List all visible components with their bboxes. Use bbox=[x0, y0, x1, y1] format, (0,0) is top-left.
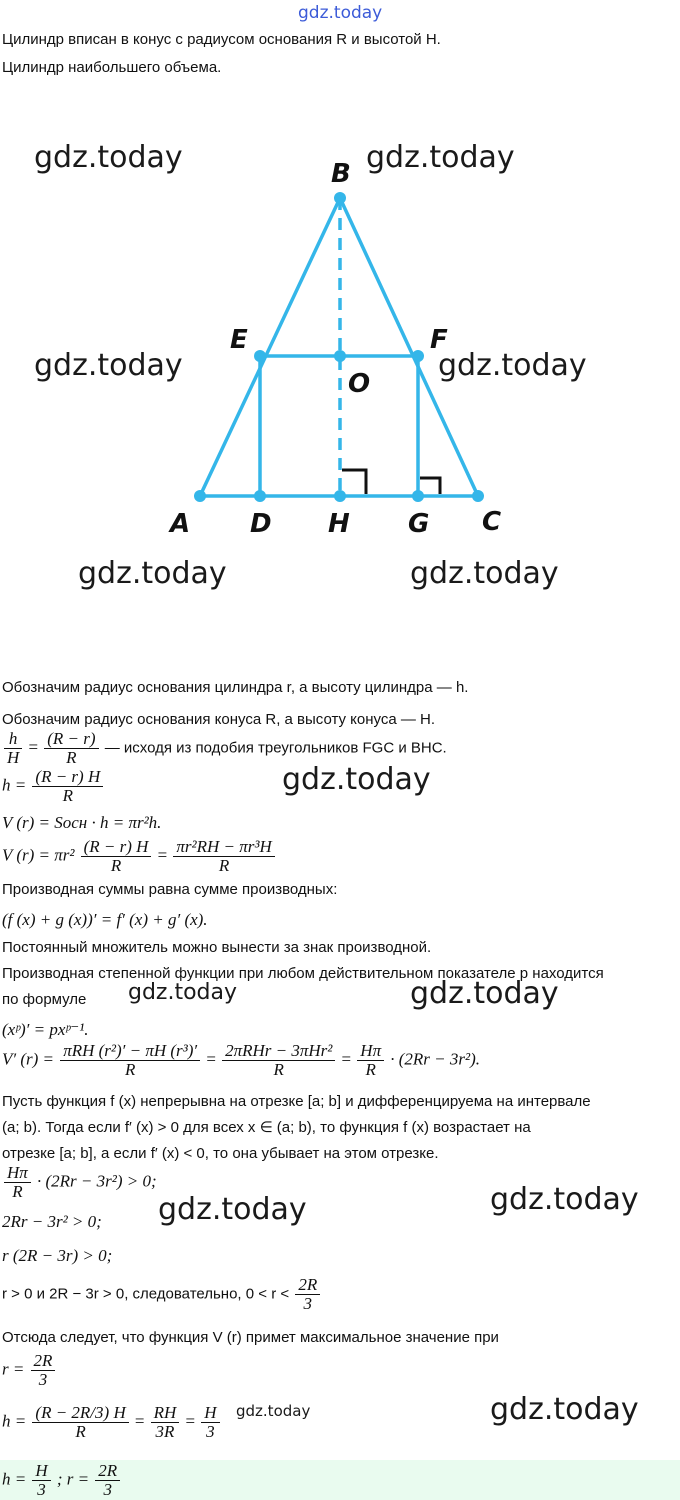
fraction-numerator: 2πRHr − 3πHr² bbox=[222, 1042, 335, 1061]
fraction-denominator: 3 bbox=[103, 1480, 112, 1499]
solution-line: Производная степенной функции при любом действительном показателе p находится bbox=[2, 965, 604, 982]
label-e: E bbox=[230, 325, 248, 355]
answer-separator: ; r = bbox=[56, 1469, 90, 1489]
inequality-text: r > 0 и 2R − 3r > 0, следовательно, 0 < r < bbox=[2, 1285, 290, 1303]
watermark: gdz.today bbox=[158, 1192, 307, 1227]
label-a: A bbox=[170, 509, 191, 539]
watermark: gdz.today bbox=[410, 556, 559, 591]
fraction-numerator: H bbox=[32, 1462, 50, 1481]
fraction-numerator: (R − 2R/3) H bbox=[32, 1404, 128, 1423]
derivative-equation: V′ (r) = $\frac{\text{πRH (r²)′ − πH (r³)′}}{R}$ = $\frac{\text{2πRHr − 3πHr²}}{R}$ = $\frac{H\pi}{R}$ · (2Rr − 3r²). bbox=[2, 1041, 481, 1079]
fraction-numerator: πr²RH − πr³H bbox=[173, 838, 274, 857]
fraction-denominator: R bbox=[62, 786, 74, 805]
fraction-numerator: πRH (r²)′ − πH (r³)′ bbox=[60, 1042, 200, 1061]
r-value bbox=[2, 1352, 57, 1389]
solution-line: Постоянный множитель можно вынести за знак производной. bbox=[2, 939, 432, 956]
watermark: gdz.today bbox=[78, 556, 227, 591]
point-h bbox=[334, 490, 346, 502]
fraction-denominator: R bbox=[110, 856, 122, 875]
label-h: H bbox=[328, 509, 350, 539]
equation-lhs: V (r) = πr² bbox=[2, 845, 75, 865]
label-f: F bbox=[430, 325, 448, 355]
solution-line: Отсюда следует, что функция V (r) примет максимальное значение при bbox=[2, 1329, 499, 1346]
watermark: gdz.today bbox=[490, 1392, 639, 1427]
fraction-numerator: RH bbox=[151, 1404, 180, 1423]
similarity-text: — исходя из подобия треугольников FGC и BHC. bbox=[104, 739, 447, 757]
problem-statement-line-2: Цилиндр наибольшего объема. bbox=[2, 59, 222, 76]
edge-bc bbox=[340, 198, 478, 496]
equation-lhs: V′ (r) = bbox=[2, 1049, 55, 1069]
fraction-numerator: (R − r) H bbox=[81, 838, 152, 857]
fraction-denominator: R bbox=[365, 1060, 376, 1079]
point-d bbox=[254, 490, 266, 502]
h-formula bbox=[2, 768, 105, 805]
equation-lhs: h = bbox=[2, 1469, 27, 1489]
equals-sign: = bbox=[157, 845, 168, 865]
watermark: gdz.today bbox=[34, 140, 183, 175]
solution-line: Обозначим радиус основания цилиндра r, а высоту цилиндра — h. bbox=[2, 679, 469, 696]
fraction-denominator: 3 bbox=[206, 1422, 215, 1441]
fraction-denominator: R bbox=[66, 748, 77, 767]
watermark: gdz.today bbox=[128, 980, 238, 1005]
fraction-numerator: H bbox=[201, 1404, 219, 1423]
fraction-denominator: H bbox=[7, 748, 20, 767]
sum-rule: (f (x) + g (x))′ = f′ (x) + g′ (x). bbox=[2, 910, 208, 929]
fraction-numerator: 2R bbox=[31, 1352, 56, 1371]
solution-line: отрезке [a; b], а если f′ (x) < 0, то она убывает на этом отрезке. bbox=[2, 1145, 439, 1162]
fraction-numerator: 2R bbox=[295, 1276, 320, 1295]
solution-line: Производная суммы равна сумме производных: bbox=[2, 881, 338, 898]
point-b bbox=[334, 192, 346, 204]
fraction-denominator: R bbox=[218, 856, 230, 875]
equation-tail: · (2Rr − 3r²). bbox=[390, 1049, 481, 1069]
inequality-2: 2Rr − 3r² > 0; bbox=[2, 1212, 102, 1231]
fraction-numerator: 2R bbox=[95, 1462, 120, 1481]
solution-line: Пусть функция f (x) непрерывна на отрезке [a; b] и дифференцируема на интервале bbox=[2, 1093, 591, 1110]
problem-statement-line-1: Цилиндр вписан в конус с радиусом основания R и высотой H. bbox=[2, 31, 441, 48]
equation-lhs: h = bbox=[2, 775, 27, 795]
point-g bbox=[412, 490, 424, 502]
final-answer bbox=[2, 1462, 122, 1499]
inequality-1 bbox=[2, 1164, 157, 1201]
equation-tail: · (2Rr − 3r²) > 0; bbox=[36, 1171, 157, 1191]
watermark-top: gdz.today bbox=[298, 3, 383, 23]
power-rule: (xᵖ)′ = pxᵖ⁻¹. bbox=[2, 1020, 89, 1039]
point-o bbox=[334, 350, 346, 362]
fraction-denominator: 3 bbox=[303, 1294, 312, 1313]
fraction-denominator: R bbox=[124, 1060, 136, 1079]
watermark: gdz.today bbox=[438, 348, 587, 383]
equation-lhs: r = bbox=[2, 1359, 25, 1379]
label-g: G bbox=[408, 509, 430, 539]
solution-line: Обозначим радиус основания конуса R, а высоту конуса — H. bbox=[2, 711, 436, 728]
fraction-denominator: 3 bbox=[38, 1370, 48, 1389]
fraction-denominator: 3R bbox=[155, 1422, 175, 1441]
fraction-numerator: Hπ bbox=[4, 1164, 31, 1183]
fraction-denominator: R bbox=[273, 1060, 284, 1079]
fraction-numerator: (R − r) bbox=[44, 730, 98, 749]
fraction-numerator: h bbox=[4, 730, 22, 749]
edge-ab bbox=[200, 198, 340, 496]
fraction-numerator: Hπ bbox=[357, 1042, 384, 1061]
fraction-denominator: 3 bbox=[37, 1480, 46, 1499]
point-c bbox=[472, 490, 484, 502]
watermark: gdz.today bbox=[236, 1402, 311, 1420]
volume-formula: V (r) = Sосн · h = πr²h. bbox=[2, 813, 162, 832]
solution-line: по формуле bbox=[2, 991, 87, 1008]
label-o: O bbox=[348, 369, 371, 399]
watermark: gdz.today bbox=[282, 762, 431, 797]
inequality-4 bbox=[2, 1276, 322, 1313]
watermark: gdz.today bbox=[366, 140, 515, 175]
point-e bbox=[254, 350, 266, 362]
point-f bbox=[412, 350, 424, 362]
right-angle-h bbox=[342, 470, 366, 494]
watermark: gdz.today bbox=[34, 348, 183, 383]
fraction-numerator: (R − r) H bbox=[32, 768, 103, 787]
label-b: B bbox=[331, 159, 351, 189]
similarity-equation: $\frac{h}{H}$ = $\frac{(R - r)}{R}$ — исходя из подобия треугольников FGC и BHC. bbox=[2, 730, 447, 767]
label-c: C bbox=[482, 507, 502, 537]
equation-lhs: h = bbox=[2, 1411, 27, 1431]
volume-expanded bbox=[2, 838, 277, 875]
watermark: gdz.today bbox=[410, 976, 559, 1011]
watermark: gdz.today bbox=[490, 1182, 639, 1217]
fraction-denominator: R bbox=[12, 1182, 23, 1201]
fraction-denominator: R bbox=[75, 1422, 86, 1441]
solution-line: (a; b). Тогда если f′ (x) > 0 для всех x ∈ (a; b), то функция f (x) возрастает на bbox=[2, 1119, 531, 1136]
h-value: h = $\frac{(R - 2R/3) H}{R}$ = $\frac{RH}{3R}$ = $\frac{H}{3}$ bbox=[2, 1404, 222, 1441]
point-a bbox=[194, 490, 206, 502]
label-d: D bbox=[250, 509, 272, 539]
inequality-3: r (2R − 3r) > 0; bbox=[2, 1246, 113, 1265]
right-angle-g bbox=[420, 478, 440, 494]
